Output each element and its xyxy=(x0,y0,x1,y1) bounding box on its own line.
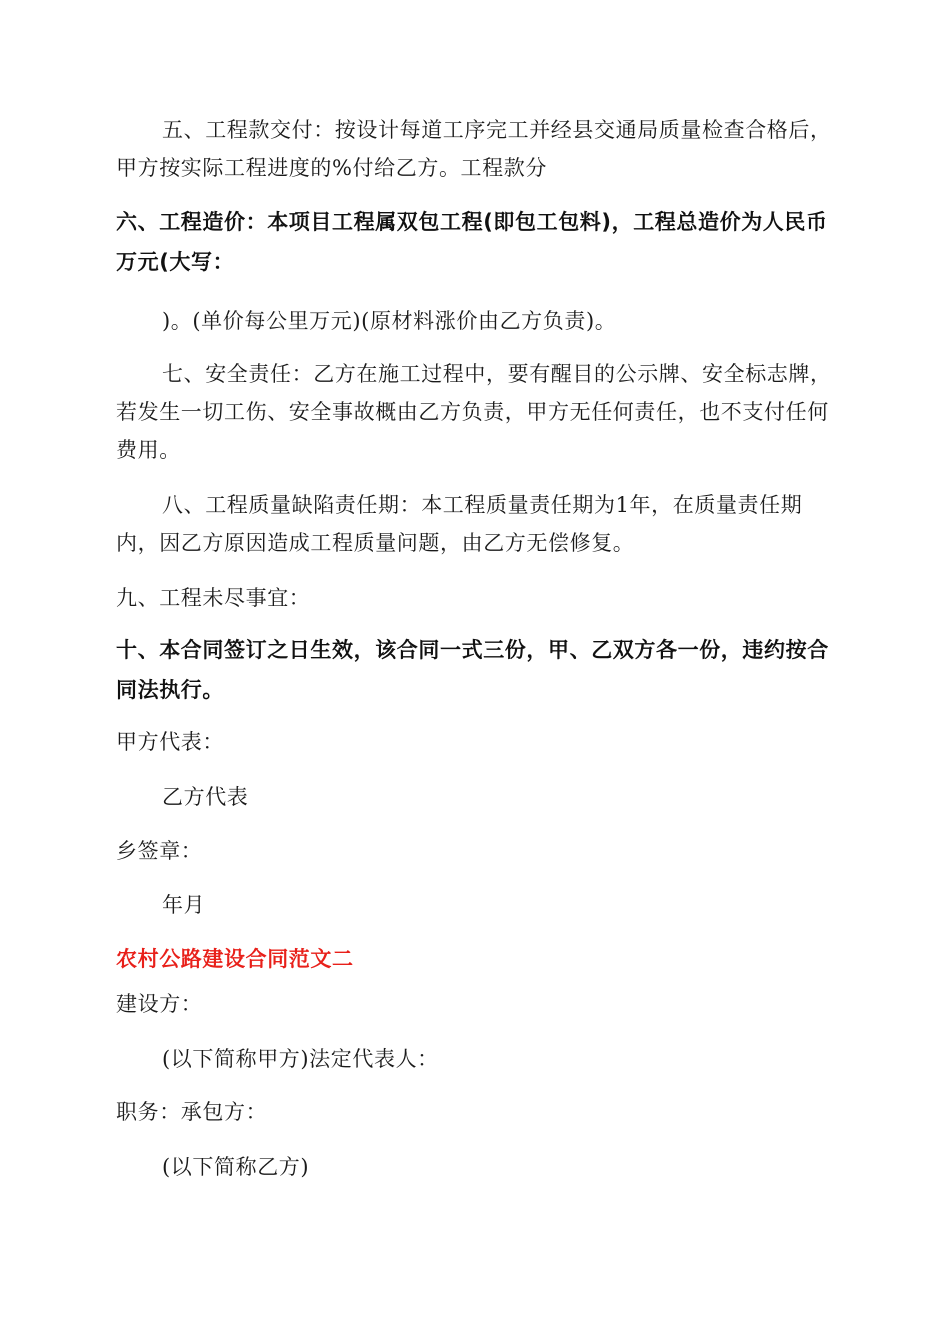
clause-7-safety: 七、安全责任：乙方在施工过程中，要有醒目的公示牌、安全标志牌，若发生一切工伤、安全事故概由乙方负责，甲方无任何责任，也不支付任何费用。 xyxy=(116,362,832,462)
township-seal: 乡签章： xyxy=(116,839,203,863)
date-line: 年月 xyxy=(162,893,206,917)
clause-6-unit-price: )。(单价每公里万元)(原材料涨价由乙方负责)。 xyxy=(162,309,617,333)
clause-5-payment: 五、工程款交付：按设计每道工序完工并经县交通局质量检查合格后，甲方按实际工程进度的%付给乙方。工程款分 xyxy=(116,118,832,180)
position-contractor: 职务：承包方： xyxy=(116,1100,268,1124)
section-heading-2: 农村公路建设合同范文二 xyxy=(116,947,354,971)
construction-party: 建设方： xyxy=(116,992,203,1016)
clause-8-defect-period: 八、工程质量缺陷责任期：本工程质量责任期为1年，在质量责任期内，因乙方原因造成工程质量问题，由乙方无偿修复。 xyxy=(116,493,803,555)
clause-6-cost: 六、工程造价：本项目工程属双包工程(即包工包料)，工程总造价为人民币万元(大写： xyxy=(116,210,828,274)
clause-10-effective: 十、本合同签订之日生效，该合同一式三份，甲、乙双方各一份，违约按合同法执行。 xyxy=(116,638,829,702)
party-b-abbrev: (以下简称乙方) xyxy=(162,1155,310,1179)
party-a-representative: 甲方代表： xyxy=(116,730,224,754)
party-a-legal-rep: (以下简称甲方)法定代表人： xyxy=(162,1047,439,1071)
party-b-representative: 乙方代表 xyxy=(162,785,249,809)
clause-9-other-matters: 九、工程未尽事宜： xyxy=(116,586,311,610)
